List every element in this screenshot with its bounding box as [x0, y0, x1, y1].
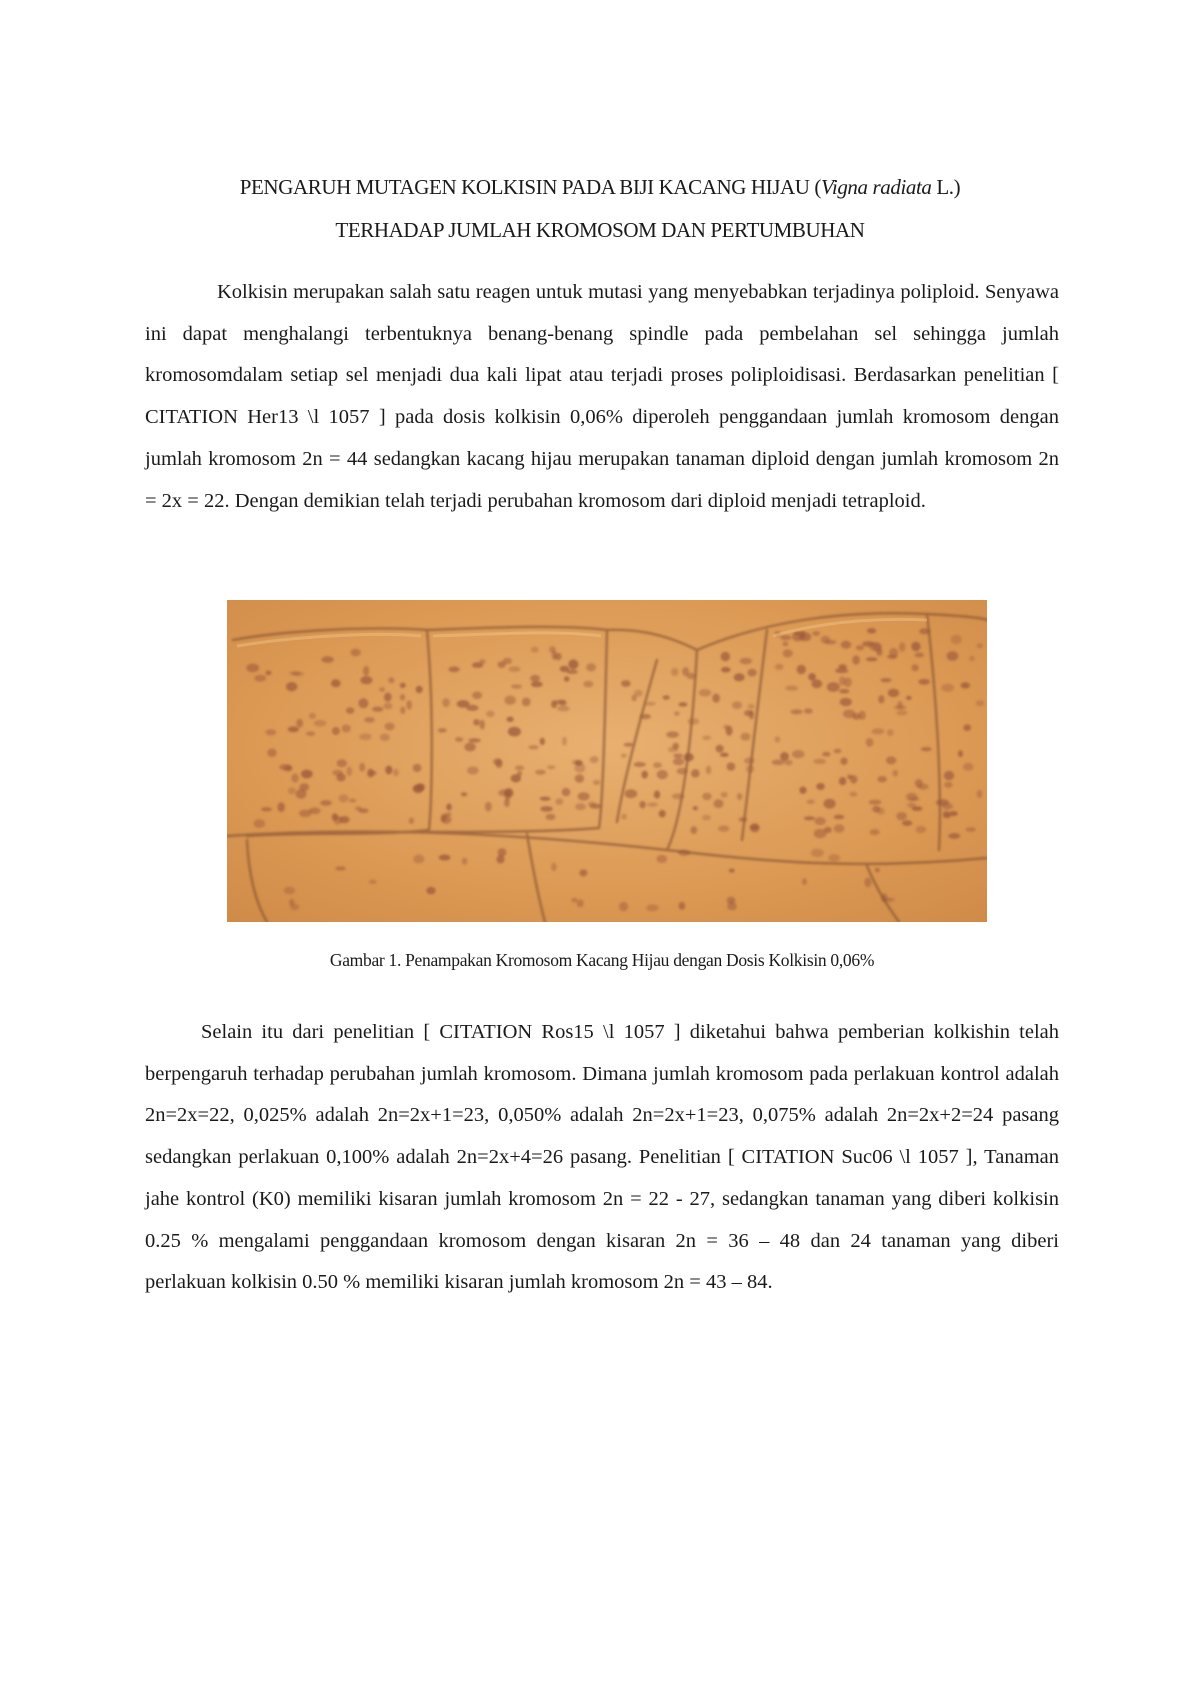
chromosome-dot	[577, 900, 584, 908]
chromosome-dot	[314, 720, 327, 727]
chromosome-dot	[912, 664, 919, 671]
chromosome-dot	[852, 655, 860, 664]
chromosome-dot	[339, 794, 349, 802]
chromosome-dot	[535, 770, 546, 775]
chromosome-dot	[562, 788, 571, 796]
chromosome-dot	[621, 814, 627, 820]
chromosome-dot	[839, 777, 846, 785]
chromosome-dot	[517, 771, 522, 777]
chromosome-dot	[977, 643, 983, 648]
chromosome-dot	[699, 689, 712, 696]
chromosome-dot	[363, 666, 369, 676]
chromosome-dot	[720, 753, 729, 757]
chromosome-dot	[380, 734, 390, 741]
chromosome-dot	[893, 770, 899, 777]
chromosome-dot	[653, 762, 662, 768]
chromosome-dot	[625, 789, 638, 798]
document-title-line-2: TERHADAP JUMLAH KROMOSOM DAN PERTUMBUHAN	[335, 218, 865, 242]
title-species-name: Vigna radiata	[821, 175, 932, 199]
chromosome-dot	[564, 676, 570, 681]
chromosome-dot	[393, 769, 399, 777]
chromosome-dot	[867, 628, 876, 633]
chromosome-dot	[590, 756, 599, 763]
chromosome-dot	[872, 806, 880, 813]
chromosome-dot	[936, 799, 949, 806]
chromosome-dot	[712, 694, 720, 703]
chromosome-dot	[824, 827, 832, 833]
chromosome-dot	[880, 678, 891, 682]
chromosome-dot	[331, 679, 341, 687]
chromosome-dot	[540, 806, 552, 812]
chromosome-dot	[811, 849, 824, 857]
chromosome-dot	[261, 807, 272, 811]
chromosome-dot	[438, 728, 447, 732]
chromosome-dot	[824, 799, 836, 809]
chromosome-dot	[342, 725, 351, 733]
chromosome-dot	[943, 811, 951, 816]
chromosome-dot	[673, 754, 683, 759]
chromosome-dot	[299, 810, 311, 818]
chromosome-dot	[413, 785, 424, 791]
chromosome-dot	[466, 705, 478, 711]
chromosome-dot	[896, 710, 907, 715]
chromosome-dot	[632, 695, 637, 702]
chromosome-dot	[455, 737, 463, 742]
chromosome-dot	[619, 902, 628, 912]
chromosome-dot	[963, 763, 973, 771]
chromosome-dot	[859, 711, 866, 720]
chromosome-dot	[915, 779, 923, 788]
chromosome-dot	[347, 767, 353, 777]
chromosome-dot	[309, 713, 316, 719]
chromosome-dot	[293, 672, 304, 676]
chromosome-dot	[367, 769, 374, 778]
chromosome-dot	[814, 817, 825, 825]
chromosome-dot	[915, 826, 926, 833]
chromosome-dot	[574, 763, 585, 772]
chromosome-dot	[505, 696, 516, 705]
chromosome-dot	[911, 642, 920, 651]
chromosome-dot	[693, 806, 698, 810]
chromosome-dot	[816, 783, 825, 790]
chromosome-dot	[666, 731, 679, 737]
chromosome-dot	[915, 653, 924, 658]
chromosome-dot	[822, 752, 830, 757]
chromosome-dot	[657, 770, 668, 779]
chromosome-dot	[702, 793, 711, 800]
chromosome-dot	[446, 803, 452, 810]
chromosome-dot	[555, 653, 562, 660]
chromosome-dot	[775, 736, 781, 742]
chromosome-dot	[306, 732, 315, 736]
chromosome-dot	[540, 738, 545, 745]
chromosome-dot	[267, 749, 276, 758]
chromosome-dot	[688, 718, 700, 725]
chromosome-dot	[349, 799, 356, 803]
chromosome-dot	[799, 787, 806, 794]
chromosome-dot	[827, 682, 840, 692]
chromosome-dot	[284, 887, 295, 894]
chromosome-dot	[621, 754, 627, 758]
chromosome-dot	[462, 858, 468, 865]
chromosome-dot	[254, 819, 265, 828]
chromosome-dot	[948, 833, 960, 839]
chromosome-dot	[546, 814, 556, 820]
chromosome-dot	[634, 762, 646, 767]
micrograph-image	[227, 600, 987, 922]
chromosome-dot	[673, 758, 684, 765]
chromosome-dot	[654, 791, 660, 799]
chromosome-dot	[296, 789, 307, 799]
chromosome-dot	[583, 681, 593, 688]
chromosome-dot	[716, 745, 724, 753]
chromosome-dot	[467, 767, 479, 775]
chromosome-dot	[385, 723, 395, 731]
chromosome-dot	[748, 704, 755, 709]
chromosome-dot	[792, 750, 805, 758]
chromosome-dot	[288, 726, 299, 732]
chromosome-dot	[332, 727, 340, 735]
chromosome-dot	[549, 646, 556, 653]
chromosome-dot	[869, 800, 882, 805]
paragraph-supporting-research: Selain itu dari penelitian [ CITATION Ros15 \l 1057 ] diketahui bahwa pemberian kolkishin telah berpengaruh terhadap perubahan jumlah kromosom. Dimana jumlah kromosom pada perlakuan kontrol adalah 2n=2x=22, 0,025% adalah 2n=2x+1=23, 0,050% adalah 2n=2x+1=23, 0,075% adalah 2n=2x+2=24 pasang sedangkan perlakuan 0,100% adalah 2n=2x+4=26 pasang. Penelitian [ CITATION Suc06 \l 1057 ], Tanaman jahe kontrol (K0) memiliki kisaran jumlah kromosom 2n = 22 - 27, sedangkan tanaman yang diberi kolkisin 0.25 % mengalami penggandaan kromosom dengan kisaran 2n = 36 – 48 dan 24 tanaman yang diberi perlakuan kolkisin 0.50 % memiliki kisaran jumlah kromosom 2n = 43 – 84.	[145, 1021, 1059, 1294]
chromosome-dot	[750, 825, 760, 829]
chromosome-dot	[296, 719, 303, 728]
chromosome-dot	[400, 683, 406, 688]
title-prefix: PENGARUH MUTAGEN KOLKISIN PADA BIJI KACANG HIJAU (	[239, 175, 822, 199]
chromosome-dot	[530, 675, 540, 682]
chromosome-dot	[780, 635, 791, 640]
chromosome-dot	[949, 811, 958, 816]
chromosome-dot	[495, 760, 502, 768]
chromosome-dot	[359, 733, 371, 740]
chromosome-dot	[464, 743, 475, 752]
chromosome-dot	[706, 766, 711, 775]
chromosome-dot	[834, 815, 845, 819]
chromosome-dot	[812, 631, 820, 636]
chromosome-dot	[878, 776, 887, 782]
chromosome-dot	[961, 682, 970, 688]
chromosome-dot	[850, 792, 858, 797]
chromosome-dot	[921, 747, 932, 751]
chromosome-dot	[557, 706, 570, 712]
chromosome-dot	[947, 651, 959, 661]
chromosome-dot	[941, 684, 954, 692]
chromosome-dot	[486, 711, 494, 718]
chromosome-dot	[278, 802, 285, 812]
chromosome-dot	[385, 766, 392, 775]
chromosome-dot	[734, 673, 745, 681]
chromosome-dot	[714, 799, 724, 808]
chromosome-dot	[721, 667, 731, 673]
chromosome-dot	[875, 868, 880, 873]
chromosome-dot	[834, 824, 845, 833]
chromosome-dot	[862, 641, 874, 647]
chromosome-dot	[321, 656, 333, 663]
chromosome-dot	[485, 802, 492, 812]
chromosome-dot	[351, 649, 361, 657]
chromosome-dot	[772, 760, 785, 766]
chromosome-dot	[902, 820, 912, 826]
chromosome-dot	[332, 813, 339, 820]
chromosome-dot	[416, 686, 423, 693]
title-suffix: L.)	[931, 175, 961, 199]
chromosome-dot	[741, 733, 751, 741]
chromosome-dot	[461, 792, 467, 796]
chromosome-micrograph	[227, 600, 987, 922]
chromosome-dot	[807, 800, 815, 805]
chromosome-dot	[358, 698, 368, 708]
chromosome-dot	[727, 897, 736, 904]
chromosome-dot	[682, 667, 689, 676]
chromosome-dot	[579, 869, 587, 876]
chromosome-dot	[400, 694, 405, 700]
chromosome-dot	[691, 826, 698, 834]
chromosome-dot	[889, 648, 898, 658]
paragraph-intro: Kolkisin merupakan salah satu reagen untuk mutasi yang menyebabkan terjadinya poliploid. Senyawa ini dapat menghalangi terbentuknya benang-benang spindle pada pembelahan sel sehingga jumlah kromosomdalam setiap sel menjadi dua kali lipat atau terjadi proses poliploidisasi. Berdasarkan penelitian [ CITATION Her13 \l 1057 ] pada dosis kolkisin 0,06% diperoleh penggandaan jumlah kromosom dengan jumlah kromosom 2n = 44 sedangkan kacang hijau merupakan tanaman diploid dengan jumlah kromosom 2n = 2x = 22. Dengan demikian telah terjadi perubahan kromosom dari diploid menjadi tetraploid.	[145, 281, 1059, 512]
chromosome-dot	[804, 708, 813, 713]
chromosome-dot	[785, 685, 798, 690]
chromosome-dot	[871, 728, 884, 734]
chromosome-dot	[958, 750, 963, 757]
chromosome-dot	[503, 658, 512, 665]
chromosome-dot	[515, 765, 524, 770]
chromosome-dot	[839, 689, 849, 694]
chromosome-dot	[835, 668, 848, 673]
chromosome-dot	[409, 818, 414, 824]
chromosome-dot	[568, 660, 578, 670]
chromosome-dot	[813, 759, 826, 764]
chromosome-dot	[780, 752, 789, 761]
chromosome-dot	[560, 666, 570, 672]
chromosome-dot	[593, 780, 600, 785]
chromosome-dot	[332, 770, 343, 776]
chromosome-dot	[977, 790, 983, 798]
chromosome-dot	[509, 666, 521, 672]
chromosome-dot	[840, 698, 852, 707]
chromosome-dot	[647, 802, 658, 807]
chromosome-dot	[918, 679, 930, 685]
chromosome-dot	[870, 829, 880, 835]
chromosome-dot	[783, 649, 793, 657]
chromosome-dot	[674, 711, 680, 715]
chromosome-dot	[301, 770, 313, 779]
chromosome-dot	[721, 652, 730, 661]
chromosome-dot	[442, 698, 450, 707]
chromosome-dot	[899, 642, 906, 652]
chromosome-dot	[286, 682, 297, 691]
chromosome-dot	[841, 641, 851, 649]
chromosome-dot	[802, 878, 807, 885]
chromosome-dot	[388, 677, 394, 683]
figure-caption: Gambar 1. Penampakan Kromosom Kacang Hijau dengan Dosis Kolkisin 0,06%	[329, 950, 875, 970]
chromosome-dot	[894, 705, 906, 709]
chromosome-dot	[426, 887, 435, 894]
chromosome-dot	[472, 662, 483, 668]
chromosome-dot	[384, 693, 392, 702]
chromosome-dot	[672, 743, 679, 750]
chromosome-dot	[586, 663, 596, 671]
chromosome-dot	[679, 702, 688, 706]
chromosome-dot	[507, 717, 514, 723]
chromosome-dot	[840, 758, 847, 765]
chromosome-dot	[784, 760, 792, 766]
chromosome-dot	[856, 645, 864, 650]
chromosome-dot	[571, 898, 577, 903]
chromosome-dot	[737, 793, 742, 800]
chromosome-dot	[797, 665, 806, 674]
chromosome-dot	[384, 703, 393, 710]
chromosome-dot	[575, 803, 586, 810]
chromosome-dot	[531, 647, 539, 653]
chromosome-dot	[364, 717, 375, 723]
chromosome-dot	[833, 749, 841, 754]
chromosome-dot	[254, 675, 266, 682]
chromosome-dot	[337, 759, 347, 767]
chromosome-dot	[783, 642, 789, 647]
chromosome-dot	[588, 801, 596, 806]
chromosome-dot	[792, 632, 803, 642]
chromosome-dot	[811, 679, 822, 688]
chromosome-dot	[639, 801, 645, 808]
chromosome-dot	[551, 863, 556, 872]
chromosome-dot	[828, 854, 840, 862]
chromosome-dot	[346, 707, 354, 714]
chromosome-dot	[511, 684, 522, 688]
chromosome-dot	[896, 812, 907, 820]
chromosome-dot	[906, 696, 912, 700]
chromosome-dot	[844, 678, 852, 688]
chromosome-dot	[775, 664, 784, 670]
chromosome-dot	[339, 816, 350, 823]
chromosome-dot	[951, 635, 962, 644]
chromosome-dot	[645, 702, 656, 706]
chromosome-dot	[359, 763, 365, 772]
chromosome-dot	[575, 774, 584, 783]
chromosome-dot	[473, 719, 480, 725]
chromosome-dot	[562, 737, 567, 746]
chromosome-dot	[749, 710, 754, 719]
chromosome-dot	[406, 700, 412, 709]
chromosome-dot	[400, 707, 405, 715]
chromosome-dot	[969, 656, 975, 661]
chromosome-dot	[702, 815, 711, 820]
chromosome-dot	[468, 738, 480, 742]
chromosome-dot	[718, 825, 729, 831]
chromosome-dot	[663, 695, 670, 700]
chromosome-dot	[555, 798, 563, 805]
chromosome-dot	[472, 692, 482, 700]
chromosome-dot	[413, 855, 424, 864]
chromosome-dot	[540, 797, 551, 801]
chromosome-dot	[721, 792, 728, 798]
chromosome-dot	[702, 736, 711, 741]
document-title-line-1	[120, 172, 1080, 202]
chromosome-dot	[963, 724, 971, 731]
chromosome-dot	[887, 729, 894, 736]
chromosome-dot	[744, 758, 755, 764]
chromosome-dot	[878, 695, 884, 703]
chromosome-dot	[808, 673, 816, 681]
chromosome-dot	[691, 769, 700, 777]
chromosome-dot	[866, 657, 878, 661]
chromosome-dot	[679, 902, 686, 910]
chromosome-dot	[360, 676, 372, 684]
chromosome-dot	[866, 738, 874, 747]
chromosome-dot	[824, 640, 837, 644]
chromosome-dot	[804, 816, 815, 820]
chromosome-dot	[740, 658, 752, 665]
chromosome-dot	[656, 855, 667, 863]
chromosome-dot	[912, 806, 923, 811]
chromosome-dot	[522, 698, 531, 707]
chromosome-dot	[355, 806, 361, 810]
chromosome-dot	[279, 764, 291, 770]
chromosome-dot	[641, 771, 648, 779]
chromosome-dot	[559, 700, 567, 706]
chromosome-dot	[266, 729, 277, 735]
chromosome-dot	[246, 664, 259, 673]
chromosome-dot	[441, 815, 452, 824]
chromosome-dot	[448, 666, 459, 672]
chromosome-dot	[498, 848, 507, 856]
chromosome-dot	[976, 700, 985, 706]
chromosome-dot	[727, 762, 736, 770]
chromosome-dot	[291, 774, 298, 783]
chromosome-dot	[508, 727, 521, 737]
chromosome-dot	[439, 855, 451, 861]
chromosome-dot	[335, 866, 346, 870]
chromosome-dot	[944, 771, 954, 780]
chromosome-dot	[791, 709, 803, 714]
chromosome-dot	[379, 687, 385, 692]
chromosome-dot	[886, 756, 896, 764]
chromosome-dot	[729, 869, 735, 873]
chromosome-dot	[732, 701, 742, 709]
chromosome-dot	[266, 671, 272, 676]
chromosome-dot	[528, 745, 538, 749]
chromosome-dot	[551, 700, 557, 708]
chromosome-dot	[888, 689, 899, 697]
chromosome-dot	[726, 726, 733, 736]
chromosome-dot	[966, 827, 976, 832]
chromosome-dot	[659, 810, 666, 817]
chromosome-dot	[290, 904, 299, 910]
chromosome-dot	[847, 775, 852, 780]
chromosome-dot	[578, 792, 590, 800]
chromosome-dot	[671, 668, 679, 676]
chromosome-dot	[413, 764, 422, 772]
chromosome-dot	[320, 800, 332, 806]
chromosome-dot	[944, 782, 952, 788]
chromosome-dot	[372, 707, 383, 712]
chromosome-dot	[621, 680, 631, 687]
chromosome-dot	[369, 880, 377, 884]
chromosome-dot	[624, 743, 634, 747]
chromosome-dot	[288, 788, 296, 795]
chromosome-dot	[480, 720, 485, 730]
chromosome-dot	[547, 765, 555, 769]
chromosome-dot	[646, 904, 658, 911]
chromosome-dot	[864, 878, 871, 888]
chromosome-dot	[747, 669, 756, 677]
chromosome-dot	[505, 791, 511, 801]
chromosome-dot	[531, 681, 543, 687]
chromosome-dot	[906, 793, 917, 801]
